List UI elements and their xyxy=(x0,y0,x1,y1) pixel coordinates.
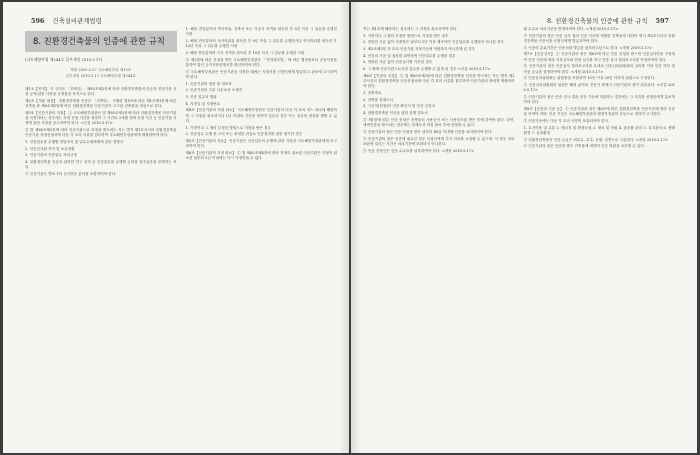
right-column-1 xyxy=(363,27,515,155)
body-paragraph: 4. 친환경건축물 인증을 위한 설계 검토서 xyxy=(363,111,428,116)
body-paragraph: 2. 인증심사원 자격 및 보유현황 xyxy=(25,146,75,151)
right-running-head xyxy=(363,16,675,27)
body-paragraph: 1. 거짓이나 그 밖의 부정한 방법으로 지정을 받은 경우 xyxy=(363,33,449,38)
body-paragraph: ③ 친환경건축물의 인증 등급은 최우수, 우수, 우량, 일반으로 구분한다. <개정 2010.5.17> xyxy=(523,137,669,142)
body-paragraph: 제5조【인증기관의 의무】 인증기관은 인증업무의 수행에 관한 사항을 국토해양부장관에게 보고하여야 한다. xyxy=(185,139,337,149)
left-column-2 xyxy=(186,27,338,179)
body-paragraph: ② 제1항에 따른 인증 신청은 건축물의 사용승인 또는 사용검사를 받은 후에 하여야 한다. 다만, 예비인증을 받으려는 경우에는 설계도서 작성 완료 후에 신청할 수 있다. xyxy=(363,117,515,128)
body-paragraph: 1. 토지이용 및 교통 2. 에너지 및 환경오염 3. 재료 및 자원 4. 물순환 관리 5. 유지관리 6. 생태환경 7. 실내환경 xyxy=(523,125,675,135)
body-paragraph: ④ 인증기관의 장은 인증을 받은 건축물에 대하여 인증 명판을 교부할 수 있다. xyxy=(523,144,645,149)
body-paragraph: ③ 인증기관의 장은 인증 심사 결과 인증 기준에 적합한 건축물에 대하여 별지 제3호서식의 친환경건축물 인증서를 신청인에게 발급하여야 한다. xyxy=(523,33,675,43)
book-spread xyxy=(3,2,697,453)
chapter-title-box xyxy=(25,31,177,52)
body-paragraph: ② 인증기관의 장은 인증심사 결과보고서를 토대로 인증심의위원회의 심의를 거쳐 인증 여부 및 인증 등급을 결정하여야 한다. <개정 2010.5.17> xyxy=(523,64,675,74)
body-paragraph: 4. 친환경건축물 인증과 관련한 연구 실적 등 인증업무를 수행할 능력을 갖추었음을 증명하는 서류 xyxy=(25,160,177,170)
right-columns xyxy=(363,27,675,155)
body-paragraph: 3. 시공자(현장)의 인증 확인서 및 인증 신청서 xyxy=(363,104,436,109)
body-paragraph: ⑤ 인증기관의 장은 인증 심사 결과 인증 기준에 미달하는 경우에는 그 사유를 신청인에게 통보하여야 한다. xyxy=(523,95,675,105)
left-running-head xyxy=(25,16,337,27)
body-paragraph: 1. 거짓이나 그 밖의 부정한 방법으로 지정을 받은 경우 xyxy=(185,125,271,130)
body-paragraph: ③ 인증심의위원회는 위원장을 포함하여 10인 이상 20인 이하의 위원으로 구성한다. xyxy=(523,76,656,81)
body-paragraph: 3. 인증기관의 인증업무 처리규정 xyxy=(25,153,77,158)
body-paragraph: 와 수수료 처리기준을 반영하여야 한다. <개정 2010.5.17> xyxy=(523,27,619,31)
body-paragraph: 제1조【목적】 이 규칙은 「건축법」, 제65조제2항에 따라 친환경건축물의 인증과 인증기관 지정 등에 관한 사항을 규정함을 목적으로 한다. xyxy=(25,86,177,96)
body-paragraph: 제2조【적용 대상】 친환경건축물 인증은 「건축법」 시행령 별표1에 따른 제1조제1항에 따른 건축물 중 제8조제1항에 따른 친환경건축물 인증기준이 고시된 건축물을 대상으로 한다. xyxy=(25,98,177,108)
amendment-line: 일부개정 2010.5.17 국토해양부령 제244호 xyxy=(65,73,136,78)
body-paragraph: 2. 정당한 사유 없이 지정받은 날부터 1년 이상 계속하여 인증업무를 수행하지 아니한 경우 xyxy=(363,40,504,45)
body-paragraph: 1. 인증기관의 명칭 및 대표자 xyxy=(185,81,232,86)
body-paragraph: 제3조【인증기관의 지정】 ① 국토해양부장관은 법 제65조제2항에 따라 친환경건축물 인증기관을 지정하려는 경우에는 지정 신청 기간을 정하여 그 기간의 3개월 전에 신청 기간 등 인증기관 지정에 관한 사항을 공고하여야 한다. <신설 2010.5.17> xyxy=(25,110,177,126)
body-paragraph: 제4조【인증기관의 지정 취소】 국토해양부장관은 인증기관이 다음 각 호의 어느 하나에 해당하면 그 지정을 취소하거나 1년 이내의 기간을 정하여 업무의 전부 또는 일부의 정지를 명할 수 있다. xyxy=(185,108,337,123)
left-page xyxy=(3,2,349,453)
gutter-shadow xyxy=(339,2,349,453)
body-paragraph: 제6조【인증의 신청】 ① 법 제65조제3항에 따른 친환경건축물 인증을 받으려는 자는 별지 제2호서식의 친환경건축물 인증신청서에 다음 각 호의 서류를 첨부하여 인증기관의 장에게 제출하여야 한다. xyxy=(363,73,515,89)
body-paragraph: ② 법 제65조제2항에 따라 인증기관으로 지정을 받으려는 자는 별지 제1호서식의 친환경건축물 인증기관 지정신청서에 다음 각 호의 서류를 첨부하여 국토해양부장관에게 제출하여야 한다. xyxy=(25,127,177,138)
body-paragraph: 6. 그 밖에 인증기관으로서의 업무를 수행할 수 없게 된 경우 <신설 2010.5.17> xyxy=(363,67,491,72)
right-running-title: 8. 친환경건축물의 인증에 관한 규칙 xyxy=(546,17,648,25)
body-paragraph: 1. 건축개요 xyxy=(363,91,382,96)
body-paragraph: ④ 인증심의위원회의 위원은 해당 분야의 전문가 중에서 인증기관의 장이 위촉한다. <신설 2010.5.17> xyxy=(523,83,675,93)
body-paragraph: 1. 해당 전문분야의 박사학위, 건축사 또는 기술사 자격을 취득한 후 3년 이상 그 업무를 수행한 사람 xyxy=(185,27,337,37)
amendment-history xyxy=(25,68,177,78)
body-paragraph: 5. 정당한 사유 없이 인증심사를 거부한 경우 xyxy=(363,60,433,65)
body-paragraph: 2. 인증업무 수행 중 고의 또는 중대한 과실로 인증결과를 잘못 평가한 경우 xyxy=(185,132,303,137)
body-paragraph: ④ 제2항에 따른 신청을 받은 국토해양부장관은 「전자정부법」에 따른 행정정보의 공동이용을 통하여 법인 등기사항증명서를 확인하여야 한다. xyxy=(185,57,337,67)
body-paragraph: 제6조【인증기관의 지정 취소】 ① 법 제65조제4항에 따라 지정이 취소된 인증기관은 지정이 취소된 날부터 2년 이내에는 다시 지정받을 수 없다. xyxy=(185,151,337,161)
body-paragraph: 2. 인증기관의 주된 사무소의 소재지 xyxy=(185,88,243,93)
body-paragraph: ⑤ 국토해양부장관은 인증기관을 지정한 때에는 지정서를 신청인에게 발급하고 관보에 고시하여야 한다. xyxy=(185,69,337,79)
right-page-number: 597 xyxy=(655,17,669,25)
body-paragraph: ③ 인증기관은 별표 1의 심사전문 분야를 포함하여야 한다. xyxy=(25,171,117,176)
body-paragraph: ④ 인증의 유효기간은 인증서를 발급한 날부터 5년으로 한다. <개정 2010.5.17> xyxy=(523,45,652,50)
body-paragraph: ④ 인증기관의 장은 인증에 필요한 경우 신청인에게 추가 자료를 요청할 수 있으며, 이 경우 자료 보완에 걸리는 기간은 처리기간에 포함하지 아니한다. xyxy=(363,136,515,146)
left-page-number: 596 xyxy=(31,17,45,25)
left-running-title: 건축설비관계법령 xyxy=(52,17,102,25)
body-paragraph: 2. 해당 전문분야의 석사학위를 취득한 후 9년 이상 그 업무를 수행하거나 학사학위를 취득한 후 12년 이상 그 업무를 수행한 사람 xyxy=(185,38,337,49)
chapter-subline: [국토해양부령 제244호 일부개정 2010.5.17] xyxy=(25,57,103,62)
body-paragraph: 3. 제3조제2항 각 호의 인증기관 지정기준에 적합하지 아니하게 된 경우 xyxy=(363,47,476,52)
body-paragraph: 여는 제1호에 해당하는 경우에는 그 지정을 취소하여야 한다. xyxy=(363,27,458,31)
body-paragraph: 3. 해당 전문분야의 기사 자격을 취득한 후 10년 이상 그 업무를 수행한 사람 xyxy=(185,50,305,55)
body-paragraph: 제7조【인증심사】 ① 인증기관의 장은 제6조에 따른 인증 신청을 받으면 인증심사단을 구성하여 인증 기준에 따라 서류심사와 현장 실사를 하고 인증 심사 결과보고서를 작성하여야 한다. xyxy=(523,52,675,62)
left-columns xyxy=(25,27,337,179)
left-column-1 xyxy=(25,27,177,179)
body-paragraph: 제8조【인증의 기준 등】 ① 인증기관의 장은 제6조에 따른 친환경건축물 인증기준에 따라 인증을 하여야 하며, 인증 기준은 국토해양부장관과 환경부장관이 공동으로 정하여 고시한다. xyxy=(523,106,675,117)
amendment-line: 제정 2005.5.27 국토해양부령 제15호 xyxy=(70,68,132,73)
right-column-2 xyxy=(524,27,676,155)
chapter-title: 8. 친환경건축물의 인증에 관한 규칙 xyxy=(33,36,165,46)
body-paragraph: ③ 인증기관의 장은 인증 신청을 받은 날부터 40일 이내에 인증을 처리하여야 한다. xyxy=(363,129,493,134)
body-paragraph: 2. 건축물 설계도서 xyxy=(363,97,394,102)
body-paragraph: ⑤ 인증 신청인은 인증 수수료를 납부하여야 한다. <개정 2010.5.17> xyxy=(363,148,475,153)
body-paragraph: 1. 인증업무를 수행할 전담조직 및 업무수행체계에 관한 설명서 xyxy=(25,139,124,144)
body-paragraph: 4. 지정일 및 지정번호 xyxy=(185,101,221,106)
gutter-shadow xyxy=(351,2,361,453)
body-paragraph: 4. 인증의 기준 및 절차를 위반하여 인증업무를 수행한 경우 xyxy=(363,53,456,58)
right-page xyxy=(351,2,697,453)
body-paragraph: 3. 인증 업무의 범위 xyxy=(185,95,217,99)
body-paragraph: ② 인증기준에는 다음 각 호의 사항이 포함되어야 한다. xyxy=(523,118,610,123)
